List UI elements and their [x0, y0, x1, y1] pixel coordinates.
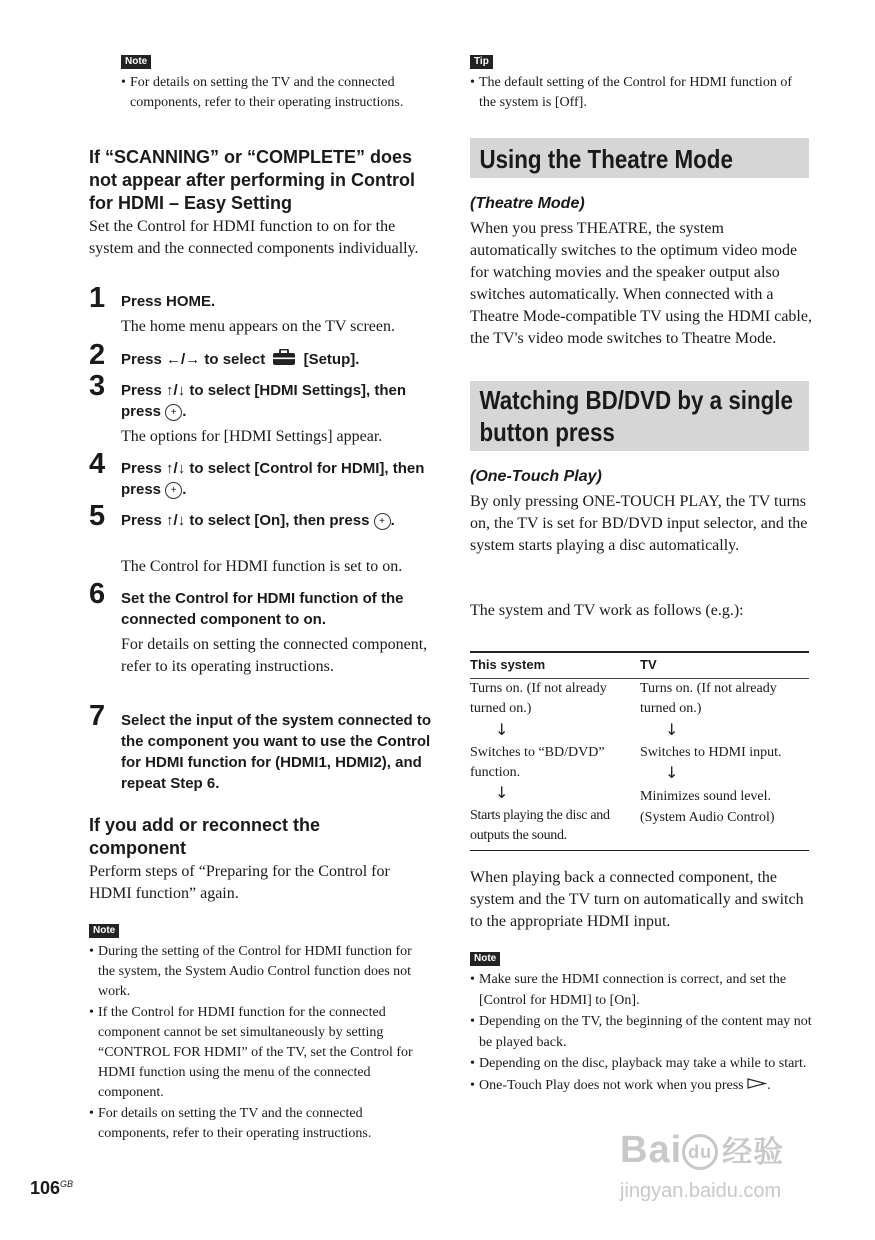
- theatre-text: When you press THEATRE, the system automatically switches to the optimum video mode for watching movies and the speaker output also switches automatically. When connected with a Theatre Mode-compatible TV using the HDMI cable, the TV's video mode switches to Theatre Mode.: [470, 220, 812, 347]
- step-title: Select the input of the system connected to the component you want to use the Control for HDMI function for (HDMI1, HDMI2), and repeat Step 6.: [121, 712, 432, 792]
- step-number: 7: [89, 700, 106, 732]
- step-number: 5: [89, 500, 106, 532]
- note-item: [470, 1076, 812, 1097]
- toolbox-icon: [272, 349, 296, 366]
- step-title-text: .: [182, 403, 187, 420]
- step-number: 6: [89, 578, 106, 610]
- one-touch-text: By only pressing ONE-TOUCH PLAY, the TV turns on, the TV is set for BD/DVD input selector, and the system starts playing a disc automatically.: [470, 493, 808, 554]
- step-description: The options for [HDMI Settings] appear.: [121, 428, 383, 445]
- table-cell: Switches to “BD/DVD” function.: [470, 745, 605, 780]
- step-title-text: Press ↑/↓ to select [Control for HDMI], then press: [121, 460, 425, 498]
- step-title: [121, 458, 431, 500]
- step-number: 1: [89, 282, 106, 314]
- note-block-3: [470, 948, 812, 1096]
- step-description: The home menu appears on the TV screen.: [121, 318, 395, 335]
- behavior-table: [470, 651, 809, 851]
- note-item: • For details on setting the TV and the connected components, refer to their operating instructions.: [121, 73, 431, 112]
- step-title-text: Press ←/→ to select: [121, 351, 266, 368]
- note-block-2: [89, 920, 429, 1144]
- tip-badge: Tip: [470, 55, 493, 69]
- step-title: [121, 510, 421, 531]
- step-number: 2: [89, 339, 106, 371]
- step-title: [121, 349, 436, 370]
- step-description: For details on setting the connected component, refer to its operating instructions.: [121, 636, 428, 675]
- enter-button-icon: +: [374, 513, 391, 530]
- table-cell: Turns on. (If not already turned on.): [470, 681, 607, 716]
- section-band-title: Watching BD/DVD by a single: [479, 385, 793, 415]
- table-cell: Switches to HDMI input.: [640, 745, 782, 760]
- step-number: 3: [89, 370, 106, 402]
- note-item: • Depending on the disc, playback may take a while to start.: [470, 1054, 812, 1075]
- table-cell: Turns on. (If not already turned on.): [640, 681, 777, 716]
- section-band-title: Using the Theatre Mode: [479, 144, 733, 174]
- play-icon: [747, 1078, 767, 1089]
- watermark-text: 经验: [722, 1136, 785, 1169]
- one-touch-band: [470, 381, 809, 451]
- after-table-text: When playing back a connected component, the system and the TV turn on automatically and switch to the appropriate HDMI input.: [470, 869, 804, 930]
- note-item-text: .: [767, 1077, 771, 1093]
- step-title: Press HOME.: [121, 293, 216, 310]
- page-number-value: 106: [30, 1178, 61, 1198]
- step-title: Set the Control for HDMI function of the connected component to on.: [121, 590, 404, 628]
- down-arrow-icon: ↓: [495, 783, 509, 802]
- note-item: • If the Control for HDMI function for the connected component cannot be set simultaneously by setting “CONTROL FOR HDMI” of the TV, set the Control for HDMI function using the menu of the connected component.: [89, 1003, 429, 1102]
- step-title-text: .: [182, 481, 187, 498]
- tip-item: • The default setting of the Control for HDMI function of the system is [Off].: [470, 73, 810, 112]
- down-arrow-icon: ↓: [665, 763, 679, 782]
- page-number-suffix: GB: [60, 1179, 74, 1189]
- watermark-text: Bai: [620, 1129, 683, 1171]
- add-reconnect-text: Perform steps of “Preparing for the Control for HDMI function” again.: [89, 863, 390, 902]
- step-title-text: Press ↑/↓ to select [On], then press: [121, 512, 370, 529]
- table-cell: Starts playing the disc and outputs the sound.: [470, 808, 610, 843]
- step-description: The Control for HDMI function is set to on.: [121, 558, 403, 575]
- enter-button-icon: +: [165, 404, 182, 421]
- table-header-system: This system: [470, 657, 546, 672]
- down-arrow-icon: ↓: [495, 720, 509, 739]
- table-cell: Minimizes sound level. (System Audio Control): [640, 789, 775, 825]
- step-title: [121, 380, 421, 422]
- note-badge: Note: [470, 952, 500, 966]
- down-arrow-icon: ↓: [665, 720, 679, 739]
- theatre-subhead: (Theatre Mode): [470, 195, 585, 212]
- step-title-text: .: [390, 512, 395, 529]
- theatre-mode-band: [470, 138, 809, 178]
- note-item-text: One-Touch Play does not work when you press: [479, 1077, 744, 1093]
- note-item: • Depending on the TV, the beginning of the content may not be played back.: [470, 1012, 812, 1053]
- section-band-title: button press: [479, 417, 615, 447]
- tip-block: [470, 51, 810, 112]
- enter-button-icon: +: [165, 482, 182, 499]
- note-item: • Make sure the HDMI connection is correct, and set the [Control for HDMI] to [On].: [470, 970, 812, 1011]
- baidu-watermark: [620, 1130, 830, 1210]
- table-header-tv: TV: [640, 657, 657, 672]
- watermark-paw-icon: du: [682, 1134, 718, 1170]
- step-title-text: [Setup].: [303, 351, 360, 368]
- add-reconnect-heading: If you add or reconnect the component: [89, 815, 321, 858]
- note-badge: Note: [89, 924, 119, 938]
- step-title-text: Press ↑/↓ to select [HDMI Settings], then press: [121, 382, 407, 420]
- note-item: • During the setting of the Control for HDMI function for the system, the System Audio Control function does not work.: [89, 942, 429, 1001]
- note-block-1: [121, 51, 431, 112]
- section-intro: Set the Control for HDMI function to on for the system and the connected components individually.: [89, 218, 419, 257]
- note-item: • For details on setting the TV and the connected components, refer to their operating instructions.: [89, 1104, 429, 1144]
- section-heading: If “SCANNING” or “COMPLETE” does not appear after performing in Control for HDMI – Easy Setting: [89, 147, 416, 213]
- page-number: [30, 1178, 73, 1199]
- table-intro: The system and TV work as follows (e.g.):: [470, 602, 744, 619]
- step-number: 4: [89, 448, 106, 480]
- one-touch-subhead: (One-Touch Play): [470, 468, 602, 485]
- watermark-url: jingyan.baidu.com: [620, 1180, 782, 1202]
- note-badge: Note: [121, 55, 151, 69]
